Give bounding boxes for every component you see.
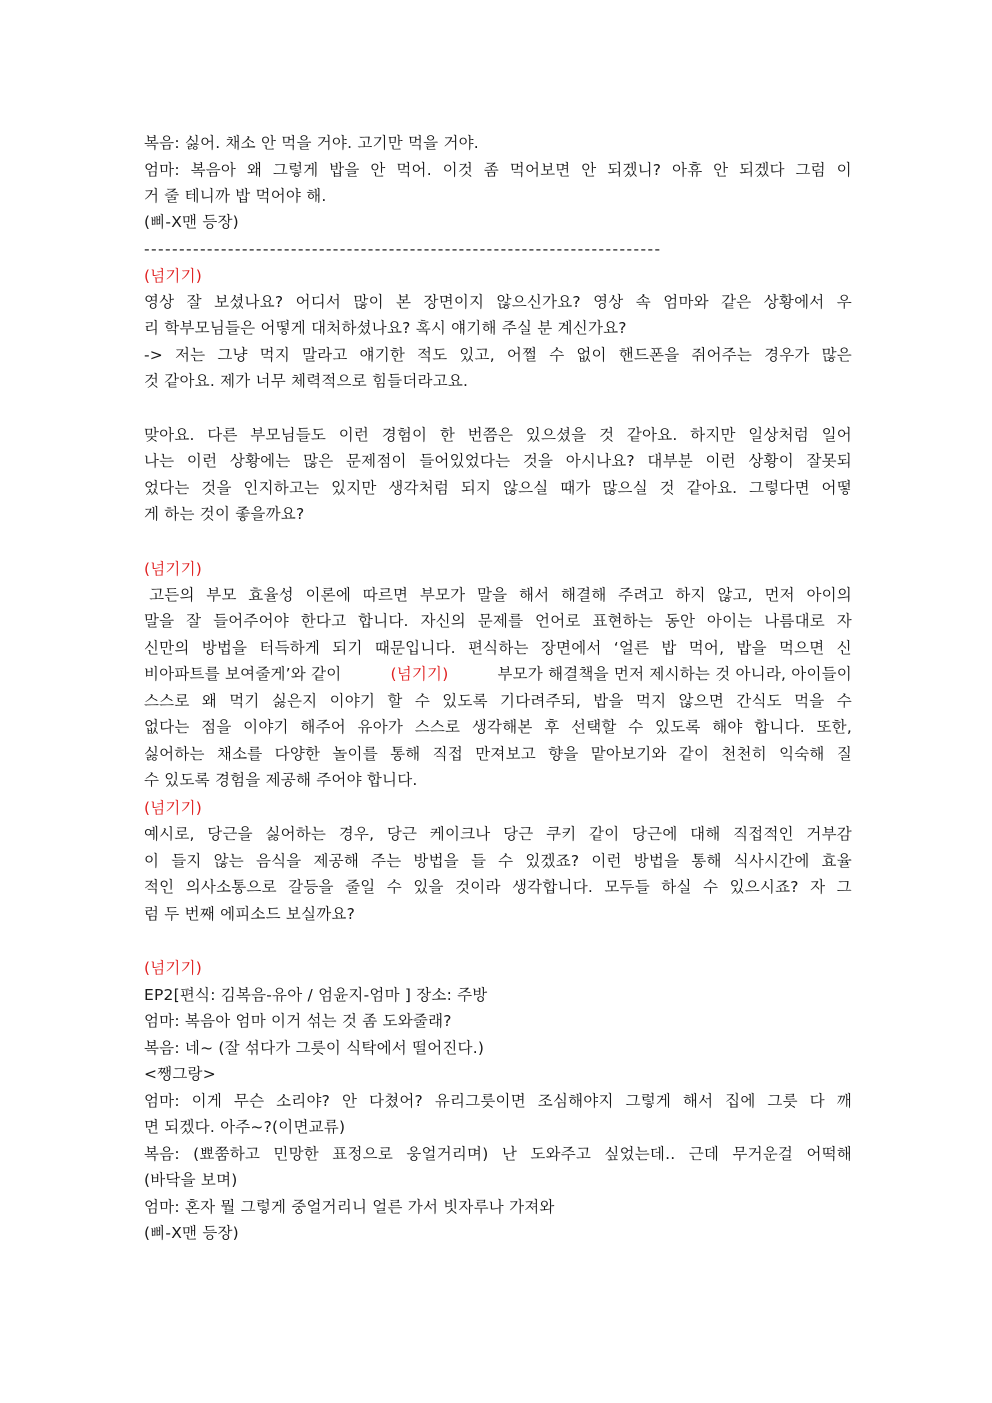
- slide-turn-marker: (넘기기): [390, 665, 449, 683]
- word: 다: [809, 1092, 825, 1110]
- word: 싫어하는: [265, 825, 327, 843]
- word: 후: [544, 718, 560, 736]
- word: 하지: [675, 586, 706, 604]
- word: 선택할: [571, 718, 617, 736]
- word: 있으셨을: [525, 426, 587, 444]
- word: 않는: [213, 852, 244, 870]
- paragraph-line: [144, 874, 852, 900]
- word: 것: [659, 479, 675, 497]
- word: 만져보고: [475, 745, 536, 763]
- word: 있으시죠?: [729, 878, 799, 896]
- stage-direction: (바닥을 보며): [144, 1171, 238, 1189]
- paragraph-line: 게 하는 것이 좋을까요?: [144, 505, 305, 523]
- word: 영상: [593, 293, 624, 311]
- paragraph-line: [144, 688, 852, 714]
- word: 방법을: [413, 852, 459, 870]
- word: 해서: [518, 586, 550, 604]
- word: 그렇게: [625, 1092, 672, 1110]
- word: 먹어.: [396, 161, 432, 179]
- word: 이야기: [329, 692, 376, 710]
- word: 당근: [386, 825, 418, 843]
- word: 방법을: [201, 639, 248, 657]
- dialogue-line: 엄마: 혼자 뭘 그렇게 중얼거리니 얼른 가서 빗자루나 가져와: [144, 1198, 555, 1216]
- word: 해서: [682, 1092, 714, 1110]
- word: 잘못되: [806, 452, 852, 470]
- stage-direction: (삐-X맨 등장): [144, 213, 239, 231]
- word: 복음:: [144, 1145, 180, 1163]
- word: 복음아: [190, 161, 237, 179]
- paragraph-segment: 비아파트를 보여줄게’와 같이: [144, 665, 342, 683]
- word: 것을: [522, 452, 554, 470]
- word: 생각처럼: [388, 479, 450, 497]
- paragraph-line: 것 같아요. 제가 너무 체력적으로 힘들더라고요.: [144, 372, 469, 390]
- word: 않으신가요?: [496, 293, 581, 311]
- word: 어디서: [295, 293, 342, 311]
- word: 따르면: [362, 586, 409, 604]
- word: 없다는: [144, 718, 190, 736]
- dialogue-line: 면 되겠다. 아주~?(이면교류): [144, 1118, 346, 1136]
- word: 간식도: [736, 692, 782, 710]
- word: 잘: [186, 293, 202, 311]
- word: 직접: [432, 745, 464, 763]
- word: 되겠다: [739, 161, 785, 179]
- paragraph-line: 수 있도록 경험을 제공해 주어야 합니다.: [144, 771, 418, 789]
- word: 영상: [144, 293, 175, 311]
- slide-turn-marker: (넘기기): [144, 959, 203, 977]
- episode-heading: EP2[편식: 김복음-유아 / 엄윤지-엄마 ] 장소: 주방: [144, 986, 488, 1004]
- word: 장면에서: [540, 639, 602, 657]
- word: 저는: [174, 346, 206, 364]
- word: 제공해: [313, 852, 360, 870]
- word: 그렇게: [272, 161, 319, 179]
- dialogue-line: [144, 1141, 852, 1167]
- word: 들어있었다는: [419, 452, 511, 470]
- word: 잘: [186, 612, 202, 630]
- word: 않고,: [717, 586, 753, 604]
- word: 경우,: [338, 825, 375, 843]
- word: 싫어하는: [144, 745, 205, 763]
- word: 아이의: [806, 586, 852, 604]
- word: 그릇: [767, 1092, 798, 1110]
- word: 같은: [721, 293, 752, 311]
- word: 들: [470, 852, 487, 870]
- word: 많이: [353, 293, 384, 311]
- word: 문제점이: [345, 452, 407, 470]
- word: 나는: [144, 452, 175, 470]
- dialogue-line: 거 줄 테니까 밥 먹어야 해.: [144, 187, 327, 205]
- word: 모두들: [604, 878, 650, 896]
- word: 부모: [206, 586, 237, 604]
- word: 밥을: [329, 161, 360, 179]
- word: 밥: [661, 639, 677, 657]
- word: 식사시간에: [733, 852, 810, 870]
- word: 케이크나: [429, 825, 491, 843]
- word: 이런: [705, 452, 736, 470]
- slide-turn-marker: (넘기기): [144, 267, 203, 285]
- word: 난: [501, 1145, 517, 1163]
- word: 않으실: [502, 479, 549, 497]
- word: 효율: [821, 852, 852, 870]
- word: 음식을: [255, 852, 302, 870]
- word: 때가: [560, 479, 591, 497]
- word: 다른: [207, 426, 238, 444]
- word: 대부분: [647, 452, 693, 470]
- word: 같아요.: [686, 479, 738, 497]
- word: 수: [386, 878, 402, 896]
- word: 때문입니다.: [374, 639, 456, 657]
- word: 많은: [821, 346, 852, 364]
- word: 안: [581, 161, 597, 179]
- word: 장면이지: [423, 293, 485, 311]
- word: 안: [713, 161, 729, 179]
- word: 먹어,: [688, 639, 725, 657]
- word: 하실: [661, 878, 692, 896]
- word: 예시로,: [144, 825, 195, 843]
- word: 이런: [186, 452, 218, 470]
- word: 왜: [201, 692, 217, 710]
- paragraph-line: [144, 582, 852, 608]
- word: 경험이: [381, 426, 428, 444]
- word: 먹지: [259, 346, 291, 364]
- word: 대해: [690, 825, 721, 843]
- word: 맡아보기와: [590, 745, 667, 763]
- word: 이야기: [243, 718, 289, 736]
- word: 소리야?: [276, 1092, 331, 1110]
- word: 상황에서: [763, 293, 825, 311]
- word: 스스로: [144, 692, 190, 710]
- word: ‘얼른: [613, 639, 650, 657]
- word: 있을: [413, 878, 444, 896]
- word: 표현하는: [592, 612, 654, 630]
- word: 주려고: [618, 586, 664, 604]
- word: 그냥: [217, 346, 248, 364]
- word: 있도록: [655, 718, 701, 736]
- word: 채소를: [216, 745, 263, 763]
- word: 속: [635, 293, 651, 311]
- word: 효율성: [248, 586, 294, 604]
- word: 적도: [417, 346, 448, 364]
- word: 주는: [371, 852, 402, 870]
- word: 본: [396, 293, 412, 311]
- word: 웅얼거리며): [406, 1145, 489, 1163]
- paragraph-line: [144, 422, 852, 448]
- word: 신만의: [144, 639, 190, 657]
- word: 해야: [712, 718, 743, 736]
- word: 같이: [589, 825, 620, 843]
- word: 쿠키: [546, 825, 577, 843]
- word: 깨: [836, 1092, 852, 1110]
- word: 또한,: [816, 718, 852, 736]
- word: 한: [439, 426, 456, 444]
- word: 경우가: [764, 346, 810, 364]
- word: 표정으로: [332, 1145, 393, 1163]
- word: 당근을: [207, 825, 253, 843]
- word: 천천히: [721, 745, 767, 763]
- word: 나름대로: [764, 612, 825, 630]
- word: 줄일: [345, 878, 376, 896]
- word: 아휴: [672, 161, 703, 179]
- word: 그: [836, 878, 852, 896]
- word: 것을: [201, 479, 232, 497]
- word: 적인: [144, 878, 175, 896]
- word: 싶었는데..: [604, 1145, 676, 1163]
- word: 생각합니다.: [512, 878, 593, 896]
- word: 근데: [688, 1145, 720, 1163]
- separator-line: --------------------------------------------------------------------------: [144, 240, 662, 258]
- word: 수: [628, 718, 644, 736]
- word: 이것: [442, 161, 473, 179]
- word: 수: [414, 692, 431, 710]
- word: 쥐어주는: [691, 346, 753, 364]
- word: 민망한: [273, 1145, 319, 1163]
- word: 좀: [483, 161, 499, 179]
- word: 의사소통으로: [185, 878, 277, 896]
- word: 되겠니?: [607, 161, 662, 179]
- word: 많은: [303, 452, 334, 470]
- word: 향을: [548, 745, 579, 763]
- paragraph-line: [144, 635, 852, 661]
- word: 다쳤어?: [369, 1092, 423, 1110]
- word: 이런: [591, 852, 622, 870]
- sound-effect: <쨍그랑>: [144, 1065, 216, 1083]
- word: 이: [144, 852, 160, 870]
- word: 어떻: [821, 479, 852, 497]
- word: 있겠죠?: [525, 852, 580, 870]
- word: 고든의: [144, 586, 195, 604]
- word: 많으실: [602, 479, 648, 497]
- paragraph-line: 럼 두 번째 에피소드 보실까요?: [144, 905, 356, 923]
- word: 스스로: [414, 718, 461, 736]
- word: 터득하게: [259, 639, 321, 657]
- paragraph-line: [144, 608, 852, 634]
- word: 먹을: [794, 692, 825, 710]
- word: 있도록: [442, 692, 488, 710]
- word: 그렇다면: [749, 479, 810, 497]
- word: 보셨나요?: [214, 293, 284, 311]
- word: 질: [836, 745, 852, 763]
- word: 해주어: [300, 718, 346, 736]
- word: 안: [370, 161, 386, 179]
- word: 당근에: [632, 825, 678, 843]
- word: 통해: [390, 745, 421, 763]
- word: 일어: [821, 426, 852, 444]
- dialogue-line: 엄마: 복음아 엄마 이거 섞는 것 좀 도와줄래?: [144, 1012, 452, 1030]
- word: 들지: [171, 852, 202, 870]
- word: 통해: [691, 852, 722, 870]
- word: 편식하는: [467, 639, 529, 657]
- word: 신: [836, 639, 852, 657]
- word: 었다는: [144, 479, 190, 497]
- word: 도와주고: [530, 1145, 592, 1163]
- word: 말라고: [302, 346, 348, 364]
- word: 수: [836, 692, 852, 710]
- word: 유리그릇이면: [434, 1092, 526, 1110]
- word: 다양한: [274, 745, 321, 763]
- word: 것이라: [455, 878, 501, 896]
- word: 어쩔: [506, 346, 538, 364]
- word: 같이: [678, 745, 710, 763]
- word: 들어주어야: [213, 612, 289, 630]
- word: 방법을: [633, 852, 680, 870]
- word: 유아가: [357, 718, 404, 736]
- stage-direction: (삐-X맨 등장): [144, 1224, 239, 1242]
- word: 인지하고는: [243, 479, 320, 497]
- paragraph-line: [144, 448, 852, 474]
- word: 생각해본: [471, 718, 533, 736]
- word: 해결해: [560, 586, 607, 604]
- word: 부모님들도: [250, 426, 327, 444]
- word: 엄마와: [663, 293, 709, 311]
- slide-turn-marker: (넘기기): [144, 799, 203, 817]
- word: 수: [498, 852, 514, 870]
- word: 싫은지: [271, 692, 318, 710]
- word: 없이: [576, 346, 607, 364]
- paragraph-line: [144, 475, 852, 501]
- word: 이게: [191, 1092, 223, 1110]
- word: 번쯤은: [467, 426, 514, 444]
- word: 우: [836, 293, 852, 311]
- word: 수: [703, 878, 719, 896]
- word: 자: [810, 878, 826, 896]
- word: 있고,: [459, 346, 495, 364]
- word: 무슨: [233, 1092, 265, 1110]
- word: 아시나요?: [565, 452, 635, 470]
- word: 기다려주되,: [500, 692, 582, 710]
- dialogue-line: 복음: 싫어. 채소 안 먹을 거야. 고기만 먹을 거야.: [144, 134, 479, 152]
- word: 부모가: [419, 586, 466, 604]
- word: 할: [387, 692, 403, 710]
- word: 먹지: [635, 692, 667, 710]
- paragraph-line: 리 학부모님들은 어떻게 대처하셨나요? 혹시 얘기해 주실 분 계신가요?: [144, 319, 627, 337]
- paragraph-line: [144, 821, 852, 847]
- word: 상황에는: [229, 452, 291, 470]
- word: 같아요.: [626, 426, 678, 444]
- word: (뾰쭘하고: [193, 1145, 261, 1163]
- dialogue-line: [144, 157, 852, 183]
- word: 않으면: [678, 692, 725, 710]
- word: 어떡해: [806, 1145, 852, 1163]
- word: 일상처럼: [748, 426, 809, 444]
- dialogue-line: [144, 1088, 852, 1114]
- word: 밥을: [736, 639, 767, 657]
- word: 왜: [246, 161, 263, 179]
- word: 상황이: [748, 452, 794, 470]
- word: 무거운걸: [732, 1145, 794, 1163]
- paragraph-line: [144, 289, 852, 315]
- word: 집에: [725, 1092, 756, 1110]
- word: 먹어보면: [509, 161, 571, 179]
- word: 자: [836, 612, 852, 630]
- word: 직접적인: [733, 825, 794, 843]
- word: 안: [341, 1092, 358, 1110]
- word: 합니다.: [358, 612, 409, 630]
- word: 놀이를: [332, 745, 378, 763]
- dialogue-line: 복음: 네~ (잘 섞다가 그릇이 식탁에서 떨어진다.): [144, 1039, 485, 1057]
- word: ->: [144, 346, 163, 364]
- word: 엄마:: [144, 1092, 180, 1110]
- word: 것: [599, 426, 615, 444]
- word: 점을: [201, 718, 232, 736]
- word: 엄마:: [144, 161, 180, 179]
- word: 하지만: [690, 426, 736, 444]
- word: 이론에: [305, 586, 351, 604]
- word: 조심해야지: [537, 1092, 614, 1110]
- word: 합니다.: [754, 718, 805, 736]
- word: 먼저: [764, 586, 795, 604]
- word: 말을: [144, 612, 175, 630]
- word: 얘기한: [359, 346, 406, 364]
- word: 문제를: [477, 612, 524, 630]
- word: 맞아요.: [144, 426, 195, 444]
- paragraph-line: [144, 848, 852, 874]
- word: 거부감: [806, 825, 852, 843]
- word: 수: [549, 346, 565, 364]
- word: 자신의: [420, 612, 466, 630]
- word: 되지: [460, 479, 492, 497]
- paragraph-line: [144, 714, 852, 740]
- word: 언어로: [535, 612, 581, 630]
- word: 한다고: [300, 612, 347, 630]
- word: 말을: [476, 586, 508, 604]
- word: 동안: [664, 612, 696, 630]
- word: 이런: [338, 426, 370, 444]
- word: 핸드폰을: [618, 346, 680, 364]
- word: 있지만: [331, 479, 377, 497]
- word: 당근: [503, 825, 534, 843]
- paragraph-line: [144, 741, 852, 767]
- word: 밥을: [593, 692, 624, 710]
- paragraph-line: [144, 342, 852, 368]
- word: 그럼: [795, 161, 826, 179]
- word: 갈등을: [288, 878, 334, 896]
- word: 먹으면: [778, 639, 825, 657]
- word: 이: [836, 161, 852, 179]
- word: 아이는: [706, 612, 753, 630]
- word: 먹기: [229, 692, 260, 710]
- slide-turn-marker: (넘기기): [144, 560, 203, 578]
- paragraph-segment: 부모가 해결책을 먼저 제시하는 것 아니라, 아이들이: [497, 665, 852, 683]
- word: 익숙해: [779, 745, 825, 763]
- word: 되기: [332, 639, 363, 657]
- paragraph-line: [144, 661, 852, 687]
